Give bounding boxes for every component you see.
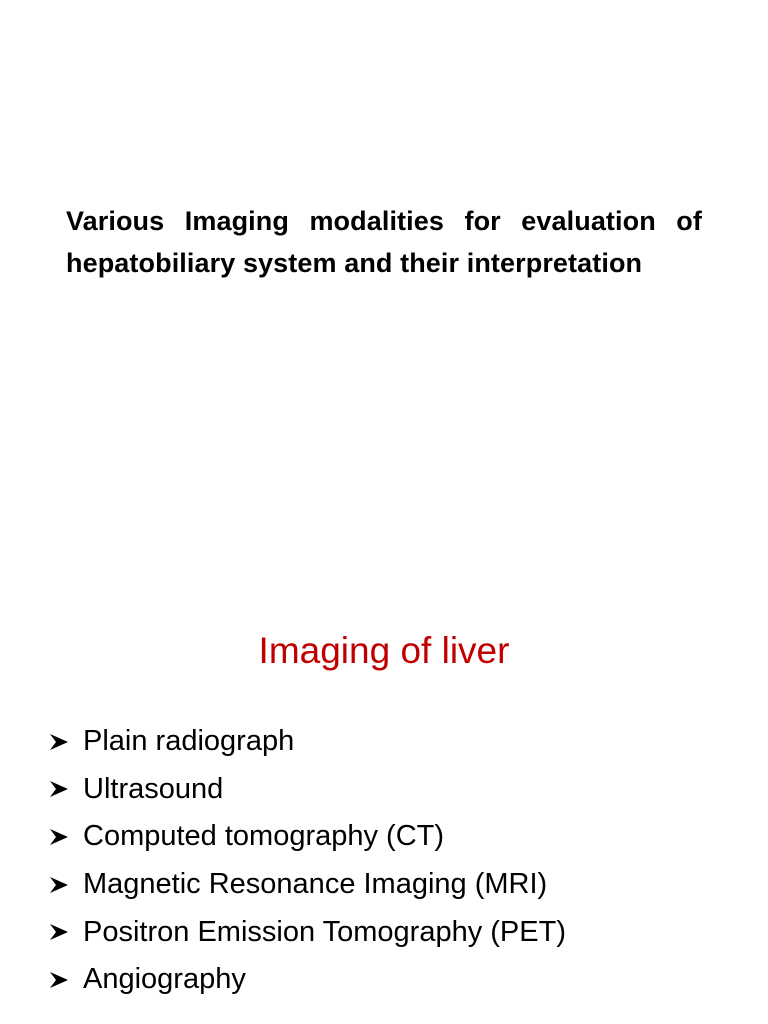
arrow-bullet-icon (48, 875, 83, 895)
list-item-label: Computed tomography (CT) (83, 820, 445, 853)
list-item-label: Plain radiograph (83, 725, 295, 758)
arrow-bullet-icon (48, 779, 83, 799)
bullet-list (48, 718, 566, 1004)
list-item (48, 861, 566, 909)
arrow-bullet-icon (48, 922, 83, 942)
slide-heading: Imaging of liver (258, 630, 510, 671)
list-item (48, 718, 566, 766)
list-item-label: Angiography (83, 963, 246, 996)
list-item-label: Magnetic Resonance Imaging (MRI) (83, 868, 548, 901)
list-item (48, 908, 566, 956)
slide-imaging-of-liver (0, 576, 768, 1024)
arrow-bullet-icon (48, 732, 83, 752)
arrow-bullet-icon (48, 970, 83, 990)
list-item-label: Positron Emission Tomography (PET) (83, 915, 566, 948)
list-item-label: Ultrasound (83, 772, 224, 805)
list-item (48, 766, 566, 814)
list-item (48, 956, 566, 1004)
list-item (48, 813, 566, 861)
arrow-bullet-icon (48, 827, 83, 847)
slide-title-text: Various Imaging modalities for evaluation of hepatobiliary system and their interpretation (66, 206, 702, 278)
